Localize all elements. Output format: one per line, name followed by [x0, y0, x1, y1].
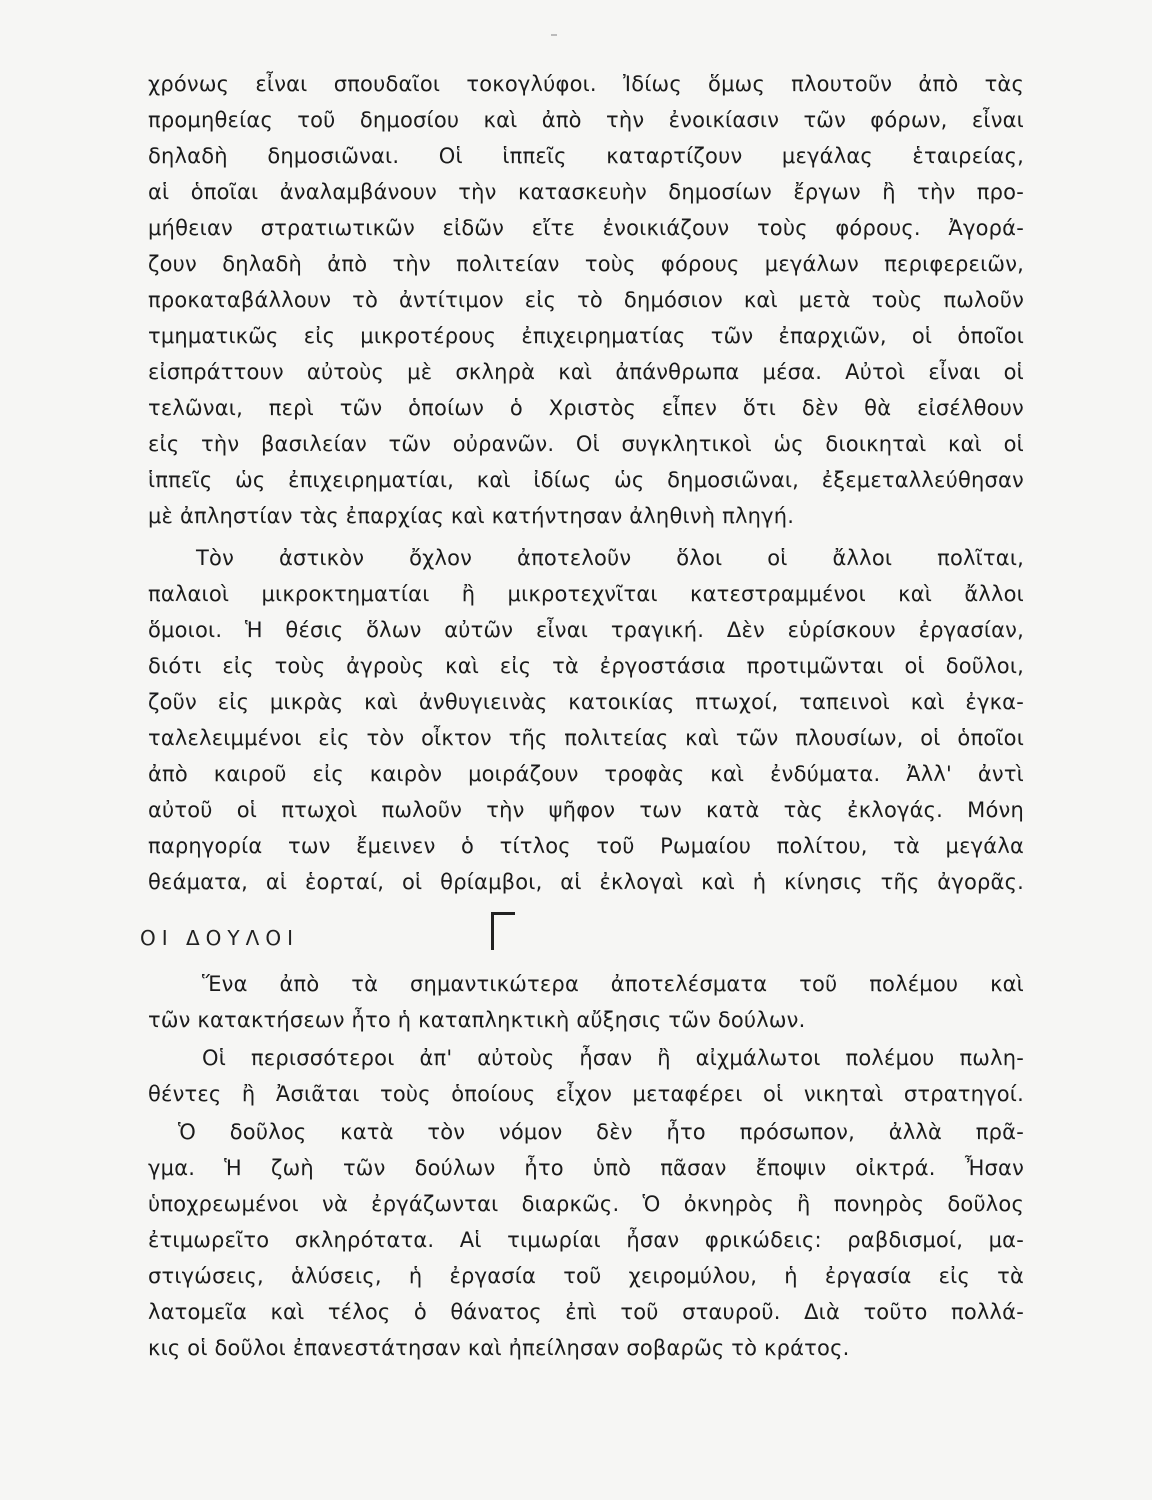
text-line: προμηθείας τοῦ δημοσίου καὶ ἀπὸ τὴν ἐνοικίασιν τῶν φόρων, εἶναι [148, 108, 1024, 132]
scan-speck [551, 34, 557, 36]
text-line: χρόνως εἶναι σπουδαῖοι τοκογλύφοι. Ἰδίως ὅμως πλουτοῦν ἀπὸ τὰς [148, 72, 1024, 96]
paragraph-urban-crowd [148, 540, 1024, 900]
text-line: εἰσπράττουν αὐτοὺς μὲ σκληρὰ καὶ ἀπάνθρωπα μέσα. Αὐτοὶ εἶναι οἱ [148, 360, 1024, 384]
text-line: Ἕνα ἀπὸ τὰ σημαντικώτερα ἀποτελέσματα τοῦ πολέμου καὶ [202, 972, 1024, 996]
text-line: ὅμοιοι. Ἡ θέσις ὅλων αὐτῶν εἶναι τραγική. Δὲν εὑρίσκουν ἐργασίαν, [148, 618, 1024, 642]
margin-mark [483, 908, 521, 954]
text-line: μήθειαν στρατιωτικῶν εἰδῶν εἴτε ἐνοικιάζουν τοὺς φόρους. Ἀγορά- [148, 216, 1024, 240]
text-line: θεάματα, αἱ ἑορταί, οἱ θρίαμβοι, αἱ ἐκλογαὶ καὶ ἡ κίνησις τῆς ἀγορᾶς. [148, 870, 1024, 894]
text-line: τελῶναι, περὶ τῶν ὁποίων ὁ Χριστὸς εἶπεν ὅτι δὲν θὰ εἰσέλθουν [148, 396, 1024, 420]
text-line: λατομεῖα καὶ τέλος ὁ θάνατος ἐπὶ τοῦ σταυροῦ. Διὰ τοῦτο πολλά- [148, 1300, 1024, 1324]
text-line: παλαιοὶ μικροκτηματίαι ἢ μικροτεχνῖται κατεστραμμένοι καὶ ἄλλοι [148, 582, 1024, 606]
text-line: κις οἱ δοῦλοι ἐπανεστάτησαν καὶ ἠπείλησαν σοβαρῶς τὸ κράτος. [148, 1336, 850, 1360]
paragraph-slaves-condition [148, 1114, 1024, 1366]
text-line: αἱ ὁποῖαι ἀναλαμβάνουν τὴν κατασκευὴν δημοσίων ἔργων ἢ τὴν προ- [148, 180, 1024, 204]
text-line: διότι εἰς τοὺς ἀγροὺς καὶ εἰς τὰ ἐργοστάσια προτιμῶνται οἱ δοῦλοι, [148, 654, 1024, 678]
margin-mark-bar [491, 912, 515, 915]
text-line: τῶν κατακτήσεων ἦτο ἡ καταπληκτικὴ αὔξησις τῶν δούλων. [148, 1008, 806, 1032]
text-line: ὑποχρεωμένοι νὰ ἐργάζωνται διαρκῶς. Ὁ ὀκνηρὸς ἢ πονηρὸς δοῦλος [148, 1192, 1024, 1216]
text-line: δηλαδὴ δημοσιῶναι. Οἱ ἱππεῖς καταρτίζουν μεγάλας ἑταιρείας, [148, 144, 1024, 168]
text-line: θέντες ἢ Ἀσιᾶται τοὺς ὁποίους εἶχον μεταφέρει οἱ νικηταὶ στρατηγοί. [148, 1082, 1024, 1106]
text-line: γμα. Ἡ ζωὴ τῶν δούλων ἦτο ὑπὸ πᾶσαν ἔποψιν οἰκτρά. Ἦσαν [148, 1156, 1024, 1180]
text-line: τμηματικῶς εἰς μικροτέρους ἐπιχειρηματίας τῶν ἐπαρχιῶν, οἱ ὁποῖοι [148, 324, 1024, 348]
paragraph-slaves-increase [148, 966, 1024, 1038]
text-line: στιγώσεις, ἁλύσεις, ἡ ἐργασία τοῦ χειρομύλου, ἡ ἐργασία εἰς τὰ [148, 1264, 1024, 1288]
text-line: ταλελειμμένοι εἰς τὸν οἶκτον τῆς πολιτείας καὶ τῶν πλουσίων, οἱ ὁποῖοι [148, 726, 1024, 750]
text-line: παρηγορία των ἔμεινεν ὁ τίτλος τοῦ Ρωμαίου πολίτου, τὰ μεγάλα [148, 834, 1024, 858]
text-line: ἱππεῖς ὡς ἐπιχειρηματίαι, καὶ ἰδίως ὡς δημοσιῶναι, ἐξεμεταλλεύθησαν [148, 468, 1024, 492]
text-line: εἰς τὴν βασιλείαν τῶν οὐρανῶν. Οἱ συγκλητικοὶ ὡς διοικηταὶ καὶ οἱ [148, 432, 1024, 456]
paragraph-slaves-origin [148, 1040, 1024, 1112]
margin-mark-stem [491, 912, 494, 950]
text-line: ζοῦν εἰς μικρὰς καὶ ἀνθυγιεινὰς κατοικίας πτωχοί, ταπεινοὶ καὶ ἐγκα- [148, 690, 1024, 714]
text-line: ἐτιμωρεῖτο σκληρότατα. Αἱ τιμωρίαι ἦσαν φρικώδεις: ραβδισμοί, μα- [148, 1228, 1024, 1252]
paragraph-publicani [148, 66, 1024, 534]
text-line: Οἱ περισσότεροι ἀπ' αὐτοὺς ἦσαν ἢ αἰχμάλωτοι πολέμου πωλη- [202, 1046, 1024, 1070]
text-line: Ὁ δοῦλος κατὰ τὸν νόμον δὲν ἦτο πρόσωπον, ἀλλὰ πρᾶ- [178, 1120, 1024, 1144]
text-line: προκαταβάλλουν τὸ ἀντίτιμον εἰς τὸ δημόσιον καὶ μετὰ τοὺς πωλοῦν [148, 288, 1024, 312]
text-line: αὐτοῦ οἱ πτωχοὶ πωλοῦν τὴν ψῆφον των κατὰ τὰς ἐκλογάς. Μόνη [148, 798, 1024, 822]
text-line: μὲ ἀπληστίαν τὰς ἐπαρχίας καὶ κατήντησαν ἀληθινὴ πληγή. [148, 504, 795, 528]
text-line: ζουν δηλαδὴ ἀπὸ τὴν πολιτείαν τοὺς φόρους μεγάλων περιφερειῶν, [148, 252, 1024, 276]
margin-mark-text [483, 908, 484, 909]
text-line: ἀπὸ καιροῦ εἰς καιρὸν μοιράζουν τροφὰς καὶ ἐνδύματα. Ἀλλ' ἀντὶ [148, 762, 1024, 786]
text-line: Τὸν ἀστικὸν ὄχλον ἀποτελοῦν ὅλοι οἱ ἄλλοι πολῖται, [196, 546, 1024, 570]
section-heading: ΟΙ ΔΟΥΛΟΙ [140, 926, 299, 950]
